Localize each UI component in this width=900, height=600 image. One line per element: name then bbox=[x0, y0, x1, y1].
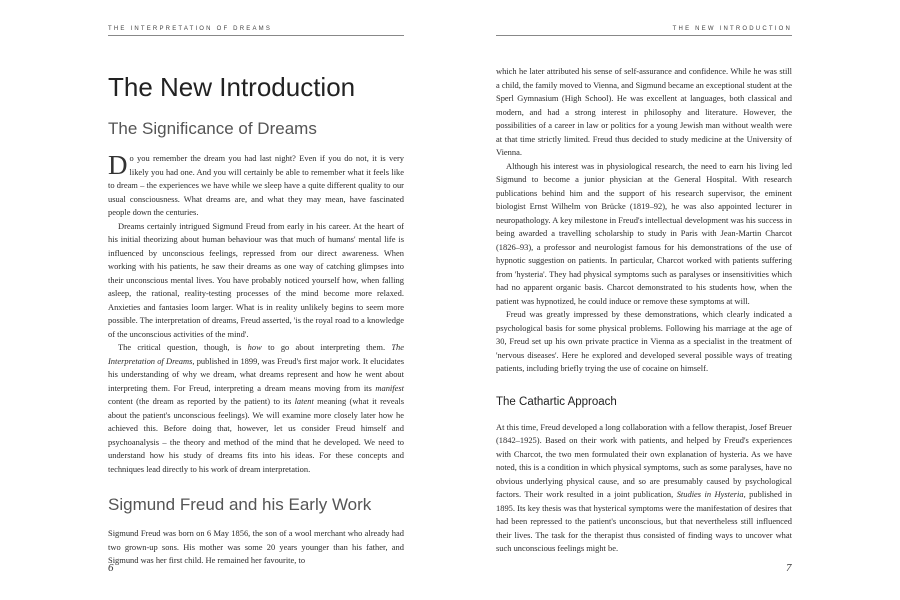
emphasis-latent: latent bbox=[294, 396, 314, 406]
paragraph-freud-intrigued: Dreams certainly intrigued Sigmund Freud from early in his career. At the heart of his initial theorizing about human behaviour was that much of humans' mental life is influenced by unconscious feelings, repressed from our direct awareness. When working with his patients, he saw their dreams as one way of catching glimpses into their unconscious mental lives. You have probably noticed yourself how, when falling asleep, the rational, reality-testing processes of the mind become more relaxed. Anxieties and fantasies loom larger. What is in reality unlikely begins to seem more possible. The interpretation of dreams, Freud asserted, 'is the royal road to a knowledge of the unconscious activities of the mind'. bbox=[108, 220, 404, 339]
drop-cap: D bbox=[108, 150, 128, 180]
paragraph-freud-impressed: Freud was greatly impressed by these demonstrations, which clearly indicated a psychological basis for some physical problems. Following his marriage at the age of 30, Freud set up his own private practice in Vienna as a specialist in the treatment of 'nervous diseases'. Here he explored and developed several possible ways of treating patients, including briefly trying the use of cocaine on himself. bbox=[496, 309, 792, 373]
emphasis-how: how bbox=[247, 342, 262, 352]
book-title-italic: The Interpretation of Dreams bbox=[108, 342, 404, 366]
paragraph-critical-question bbox=[108, 341, 404, 476]
chapter-title: The New Introduction bbox=[108, 72, 356, 102]
paragraph-opening bbox=[108, 152, 404, 220]
right-page bbox=[450, 0, 900, 600]
book-title-italic: Studies in Hysteria bbox=[676, 489, 744, 499]
page-number-right: 7 bbox=[786, 562, 792, 574]
text-run: content (the dream as reported by the patient) to its bbox=[108, 396, 295, 406]
text-run: meaning (what it reveals about the patient's unconscious feelings). We will examine more closely later how he achieved this. Before doing that, however, let us consider Freud himself and psychoanalysis – the theory and method of the mind that he developed. We need to understand how his study of dreams fits into his ideas. For these concepts and techniques lead directly to his work of dream interpretation. bbox=[108, 396, 404, 474]
paragraph-opening-text: o you remember the dream you had last night? Even if you do not, it is very likely you had one. And you will certainly be able to remember what it feels like to dream – the experiences we have while we sleep have a quite different quality to our usual consciousness. What dreams are, and what they may mean, have fascinated people down the centuries. bbox=[108, 153, 404, 217]
section-title-early-work: Sigmund Freud and his Early Work bbox=[108, 495, 372, 514]
paragraph-freud-born: Sigmund Freud was born on 6 May 1856, the son of a wool merchant who already had two grown-up sons. His mother was some 20 years younger than his father, and Sigmund was her first child. He remained her favourite, to bbox=[108, 528, 404, 565]
text-run: At this time, Freud developed a long collaboration with a fellow therapist, Josef Breuer (1842–1925). Based on their work with patients, and helped by Freud's experiences with Charcot, the two men formulated their own explanation of hysteria. As we have noted, this is a condition in which physical symptoms, such as some paralyses, have no obvious underlying physical cause, and so are presumably caused by psychological factors. Their work resulted in a joint publication, bbox=[496, 421, 792, 499]
paragraph-physiological-research: Although his interest was in physiological research, the need to earn his living led Sigmund to become a junior physician at the General Hospital. With research publications behind him and the support of his research supervisor, the eminent biologist Ernst Wilhelm von Brücke (1819–92), he was also appointed lecturer in neuropathology. A key milestone in Freud's intellectual development was his success in being awarded a travelling scholarship to study in Paris with Jean-Martin Charcot (1826–93), a professor and neurologist famous for his demonstrations of the use of hypnotic suggestion on patients. In particular, Charcot worked with patients suffering from 'hysteria'. They had physical symptoms such as paralyses or insensitivities which had no apparent organic basis. Charcot demonstrated to his students how, when the patient was hypnotized, he could induce or remove these symptoms at will. bbox=[496, 160, 792, 306]
emphasis-manifest: manifest bbox=[375, 382, 404, 393]
page-number-left: 6 bbox=[108, 562, 114, 574]
paragraph-breuer-collaboration bbox=[496, 421, 792, 556]
paragraph-continuation: which he later attributed his sense of self-assurance and confidence. While he was still a child, the family moved to Vienna, and Sigmund became an exceptional student at the Sperl Gymnasium (High School). He was excellent at languages, both classical and modern, and had a strong interest in philosophy and literature. However, the possibilities of a career in law or politics for a young Jewish man without wealth were at that time strictly limited. Freud thus decided to study medicine at the University of Vienna. bbox=[496, 66, 792, 157]
running-head-right: THE NEW INTRODUCTION bbox=[496, 26, 792, 36]
text-run: , published in 1895. Its key thesis was that hysterical symptoms were the manifestation of desires that had been repressed to the patient's unconscious, but that nevertheless still influenced their lives. The task for the therapist thus consisted of finding ways to uncover what such unconscious feelings might be. bbox=[496, 489, 792, 553]
running-head-left: THE INTERPRETATION OF DREAMS bbox=[108, 26, 404, 36]
right-page-content bbox=[496, 65, 792, 556]
text-run: to go about interpreting them. bbox=[261, 342, 392, 352]
section-title-significance: The Significance of Dreams bbox=[108, 119, 317, 138]
left-page-content bbox=[108, 70, 404, 568]
text-run: The critical question, though, is bbox=[118, 342, 248, 352]
text-run: , published in 1899, was Freud's first major work. It elucidates his understanding of why we dream, what dreams represent and how he went about interpreting them. For Freud, interpreting a dream means moving from its bbox=[108, 355, 405, 393]
subsection-title-cathartic: The Cathartic Approach bbox=[496, 395, 617, 408]
